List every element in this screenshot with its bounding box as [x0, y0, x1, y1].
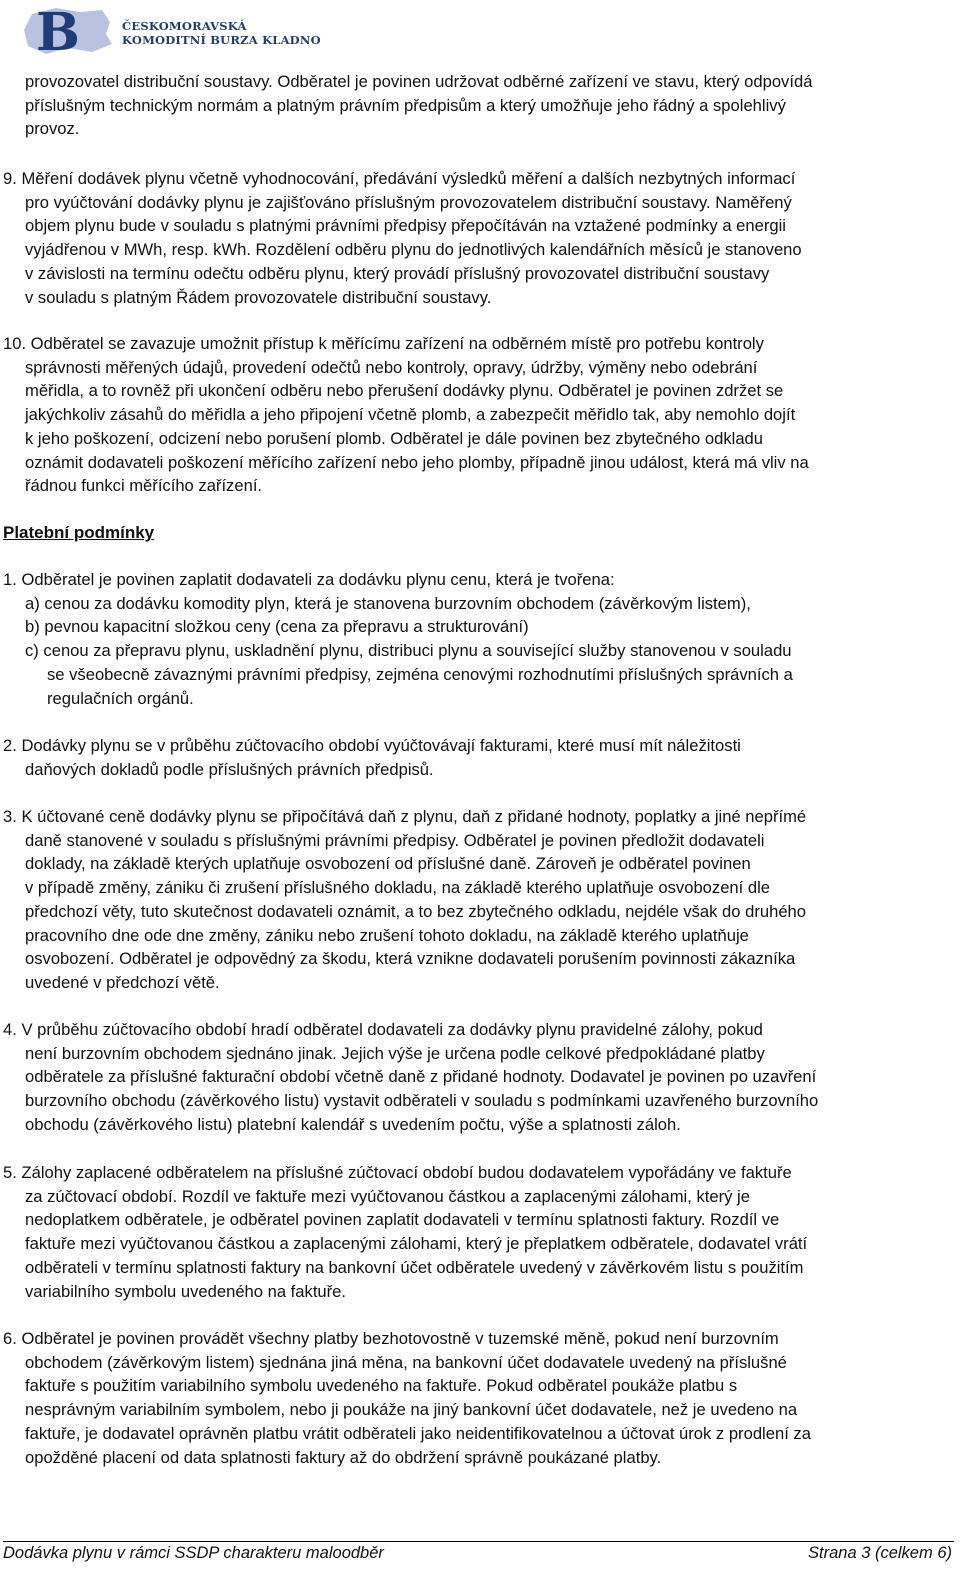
paragraph-intro	[0, 70, 960, 141]
paragraph-10	[0, 332, 960, 498]
text-line: předchozí věty, tuto skutečnost dodavateli oznámit, a to bez zbytečného odkladu, nejdéle však do druhého	[25, 901, 807, 921]
text-line: obchodu (závěrkového listu) platební kalendář s uvedením počtu, výše a splatnosti záloh.	[25, 1114, 681, 1134]
text-line: v případě změny, zániku či zrušení příslušného dokladu, na základě kterého uplatňuje osvobození dle	[25, 878, 771, 898]
text-line: objem plynu bude v souladu s platnými právními předpisy přepočítáván na vztažené podmínky a energii	[25, 216, 786, 236]
logo-line-1: ČESKOMORAVSKÁ	[122, 19, 247, 33]
text-line: 10. Odběratel se zavazuje umožnit přístup k měřícímu zařízení na odběrném místě pro potřebu kontroly	[3, 334, 764, 353]
text-line: nesprávným variabilním symbolem, nebo ji poukáže na jiný bankovní účet dodavatele, než je uvedeno na	[25, 1400, 798, 1420]
payment-item-3	[0, 805, 960, 995]
text-line: odběratele za příslušné fakturační období včetně daně z přidané hodnoty. Dodavatel je povinen po uzavření	[25, 1067, 817, 1087]
text-line: c) cenou za přepravu plynu, uskladnění plynu, distribuci plynu a související služby stanovenou v souladu	[25, 641, 792, 661]
text-line: v souladu s platným Řádem provozovatele distribuční soustavy.	[25, 287, 492, 307]
exchange-logo-icon	[22, 4, 114, 56]
text-line: oznámit dodavateli poškození měřícího zařízení nebo jeho plomby, případně jinou událost, která má vliv na	[25, 452, 809, 472]
footer-divider	[3, 1541, 954, 1542]
text-line: doklady, na základě kterých uplatňuje osvobození od příslušné daně. Zároveň je odběratel povinen	[25, 854, 751, 874]
payment-item-5	[0, 1161, 960, 1303]
text-line: v závislosti na termínu odečtu odběru plynu, který provádí příslušný provozovatel distribuční soustavy	[25, 263, 770, 283]
text-line: odběrateli v termínu splatnosti faktury na bankovní účet odběratele uvedený v závěrkovém listu s použitím	[25, 1257, 804, 1277]
text-line: faktuře s použitím variabilního symbolu uvedeného na faktuře. Pokud odběratel poukáže platbu s	[25, 1376, 738, 1396]
text-line: vyjádřenou v MWh, resp. kWh. Rozdělení odběru plynu do jednotlivých kalendářních měsíců je stanoveno	[25, 240, 802, 260]
text-line: nedoplatkem odběratele, je odběratel povinen zaplatit dodavateli v termínu splatnosti faktury. Rozdíl ve	[25, 1210, 780, 1230]
text-line: 3. K účtované ceně dodávky plynu se připočítává daň z plynu, daň z přidané hodnoty, poplatky a jiné nepřímé	[3, 807, 807, 826]
text-line: opožděné placení od data splatnosti faktury až do obdržení správně poukázané platby.	[25, 1447, 662, 1467]
payment-item-1	[0, 568, 960, 710]
text-line: obchodem (závěrkovým listem) sjednána jiná měna, na bankovní účet dodavatele uvedený na příslušné	[25, 1352, 787, 1372]
text-line: není burzovním obchodem sjednáno jinak. Jejich výše je určena podle celkové předpokládané platby	[25, 1043, 765, 1063]
paragraph-9	[0, 167, 960, 309]
text-line: daně stanovené v souladu s příslušnými právními předpisy. Odběratel je povinen předložit dodavateli	[25, 830, 765, 850]
text-line: se všeobecně závaznými právními předpisy, zejména cenovými rozhodnutími příslušných správních a	[47, 664, 793, 684]
text-line: daňových dokladů podle příslušných právních předpisů.	[25, 759, 434, 779]
text-line: řádnou funkci měřícího zařízení.	[25, 476, 263, 496]
text-line: správnosti měřených údajů, provedení odečtů nebo kontroly, opravy, údržby, výměny nebo odebrání	[25, 357, 758, 377]
text-line: provozovatel distribuční soustavy. Odběratel je povinen udržovat odběrné zařízení ve stavu, který odpovídá	[25, 72, 813, 91]
payment-item-6	[0, 1327, 960, 1469]
text-line: b) pevnou kapacitní složkou ceny (cena za přepravu a strukturování)	[25, 617, 529, 637]
logo-line-2: KOMODITNÍ BURZA KLADNO	[122, 33, 321, 47]
page-header	[22, 4, 322, 56]
text-line: měřidla, a to rovněž při ukončení odběru nebo přerušení dodávky plynu. Odběratel je povinen zdržet se	[25, 381, 784, 401]
text-line: za zúčtovací období. Rozdíl ve faktuře mezi vyúčtovanou částkou a zaplacenými zálohami, který je	[25, 1186, 750, 1206]
text-line: k jeho poškození, odcizení nebo porušení plomb. Odběratel je dále povinen bez zbytečného odkladu	[25, 428, 764, 448]
text-line: provoz.	[25, 119, 80, 139]
text-line: 6. Odběratel je povinen provádět všechny platby bezhotovostně v tuzemské měně, pokud není burzovním	[3, 1329, 779, 1348]
text-line: faktuře, je dodavatel oprávněn platbu vrátit odběrateli jako neidentifikovatelnou a účtovat úrok z prodlení za	[25, 1423, 811, 1443]
text-line: 2. Dodávky plynu se v průběhu zúčtovacího období vyúčtovávají fakturami, které musí mít náležitosti	[3, 736, 741, 755]
text-line: osvobození. Odběratel je odpovědný za škodu, která vznikne dodavateli porušením povinnosti zákazníka	[25, 949, 796, 969]
text-line: pro vyúčtování dodávky plynu je zajišťováno příslušným provozovatelem distribuční soustavy. Naměřený	[25, 192, 792, 212]
text-line: jakýchkoliv zásahů do měřidla a jeho připojení včetně plomb, a zabezpečit měřidlo tak, aby nemohlo dojít	[25, 405, 796, 425]
payment-item-4	[0, 1018, 960, 1137]
text-line: uvedené v předchozí větě.	[25, 972, 220, 992]
footer-document-title: Dodávka plynu v rámci SSDP charakteru maloodběr	[3, 1544, 384, 1562]
text-line: příslušným technickým normám a platným právním předpisům a který umožňuje jeho řádný a spolehlivý	[25, 95, 786, 115]
text-line: faktuře mezi vyúčtovanou částkou a zaplacenými zálohami, který je přeplatkem odběratele, dodavatel vrátí	[25, 1234, 808, 1254]
text-line: 1. Odběratel je povinen zaplatit dodavateli za dodávku plynu cenu, která je tvořena:	[3, 570, 615, 589]
text-line: 5. Zálohy zaplacené odběratelem na příslušné zúčtovací období budou dodavatelem vypořádány ve faktuře	[3, 1163, 792, 1182]
text-line: regulačních orgánů.	[47, 688, 194, 708]
text-line: variabilního symbolu uvedeného na faktuře.	[25, 1281, 347, 1301]
text-line: 9. Měření dodávek plynu včetně vyhodnocování, předávání výsledků měření a dalších nezbytných informací	[3, 169, 796, 188]
text-line: pracovního dne ode dne změny, zániku nebo zrušení tohoto dokladu, na základě kterého uplatňuje	[25, 925, 749, 945]
payment-item-2	[0, 734, 960, 781]
footer-page-number: Strana 3 (celkem 6)	[808, 1544, 952, 1562]
text-line: a) cenou za dodávku komodity plyn, která je stanovena burzovním obchodem (závěrkovým listem),	[25, 593, 751, 613]
svg-text:B: B	[36, 4, 80, 56]
text-line: burzovního obchodu (závěrkového listu) vystavit odběrateli v souladu s podmínkami uzavřeného burzovního	[25, 1091, 819, 1111]
text-line: 4. V průběhu zúčtovacího období hradí odběratel dodavateli za dodávky plynu pravidelné zálohy, pokud	[3, 1020, 763, 1039]
exchange-logo-text	[122, 19, 321, 47]
section-heading-payment: Platební podmínky	[3, 523, 155, 542]
